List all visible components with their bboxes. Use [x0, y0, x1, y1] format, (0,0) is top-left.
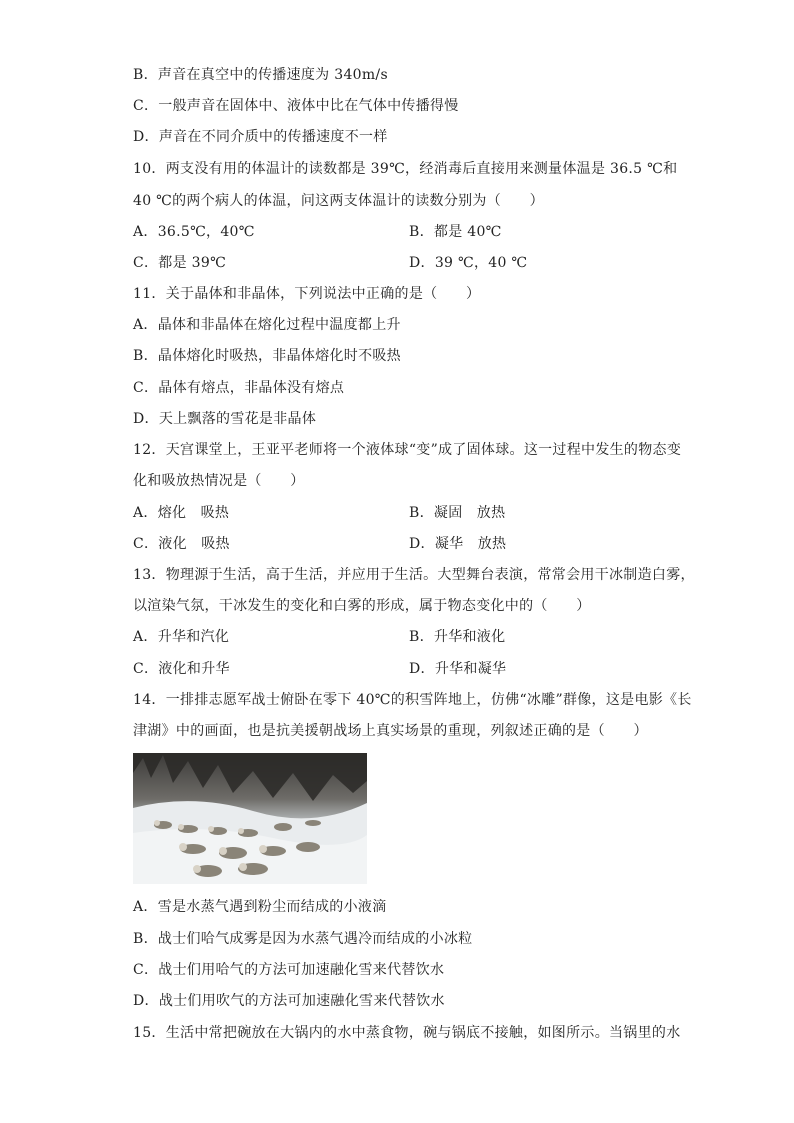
q14-option-c: C．战士们用哈气的方法可加速融化雪来代替饮水 — [133, 962, 445, 978]
q10-stem-line1: 10．两支没有用的体温计的读数都是 39℃，经消毒后直接用来测量体温是 36.5 ℃和 — [133, 161, 678, 177]
q15-stem-line1: 15．生活中常把碗放在大锅内的水中蒸食物，碗与锅底不接触，如图所示。当锅里的水 — [133, 1025, 681, 1041]
q9-option-c: C．一般声音在固体中、液体中比在气体中传播得慢 — [133, 98, 459, 114]
q10-option-a: A．36.5℃，40℃ — [133, 224, 255, 240]
q13-option-a: A．升华和汽化 — [133, 629, 230, 645]
q13-stem-line1: 13．物理源于生活，高于生活，并应用于生活。大型舞台表演，常常会用干冰制造白雾， — [133, 567, 695, 583]
q10-stem-line2: 40 ℃的两个病人的体温，问这两支体温计的读数分别为（ ） — [133, 193, 544, 209]
q9-option-d: D．声音在不同介质中的传播速度不一样 — [133, 129, 388, 145]
q11-option-a: A．晶体和非晶体在熔化过程中温度都上升 — [133, 317, 401, 333]
q12-option-b: B．凝固 放热 — [409, 505, 506, 521]
q11-stem: 11．关于晶体和非晶体，下列说法中正确的是（ ） — [133, 286, 481, 302]
q11-option-c: C．晶体有熔点，非晶体没有熔点 — [133, 380, 345, 396]
q10-option-b: B．都是 40℃ — [409, 224, 502, 240]
q13-option-d: D．升华和凝华 — [409, 661, 507, 677]
q14-option-b: B．战士们哈气成雾是因为水蒸气遇冷而结成的小冰粒 — [133, 931, 473, 947]
q14-stem-line1: 14．一排排志愿军战士俯卧在零下 40℃的积雪阵地上，仿佛“冰雕”群像，这是电影《长 — [133, 692, 692, 708]
q11-option-d: D．天上飘落的雪花是非晶体 — [133, 411, 317, 427]
q12-stem-line2: 化和吸放热情况是（ ） — [133, 473, 305, 489]
q14-stem-line2: 津湖》中的画面，也是抗美援朝战场上真实场景的重现，列叙述正确的是（ ） — [133, 723, 648, 739]
q13-option-c: C．液化和升华 — [133, 661, 230, 677]
q14-option-d: D．战士们用吹气的方法可加速融化雪来代替饮水 — [133, 993, 445, 1009]
q12-stem-line1: 12．天宫课堂上，王亚平老师将一个液体球“变”成了固体球。这一过程中发生的物态变 — [133, 442, 682, 458]
q12-option-c: C．液化 吸热 — [133, 536, 230, 552]
q13-stem-line2: 以渲染气氛，干冰发生的变化和白雾的形成，属于物态变化中的（ ） — [133, 598, 591, 614]
snow-soldiers-photo — [133, 753, 367, 884]
q11-option-b: B．晶体熔化时吸热，非晶体熔化时不吸热 — [133, 348, 401, 364]
q10-option-d: D．39 ℃，40 ℃ — [409, 255, 528, 271]
q9-option-b: B．声音在真空中的传播速度为 340m/s — [133, 67, 388, 83]
q12-option-d: D．凝华 放热 — [409, 536, 507, 552]
q12-option-a: A．熔化 吸热 — [133, 505, 230, 521]
q10-option-c: C．都是 39℃ — [133, 255, 227, 271]
q13-option-b: B．升华和液化 — [409, 629, 506, 645]
q14-option-a: A．雪是水蒸气遇到粉尘而结成的小液滴 — [133, 899, 387, 915]
